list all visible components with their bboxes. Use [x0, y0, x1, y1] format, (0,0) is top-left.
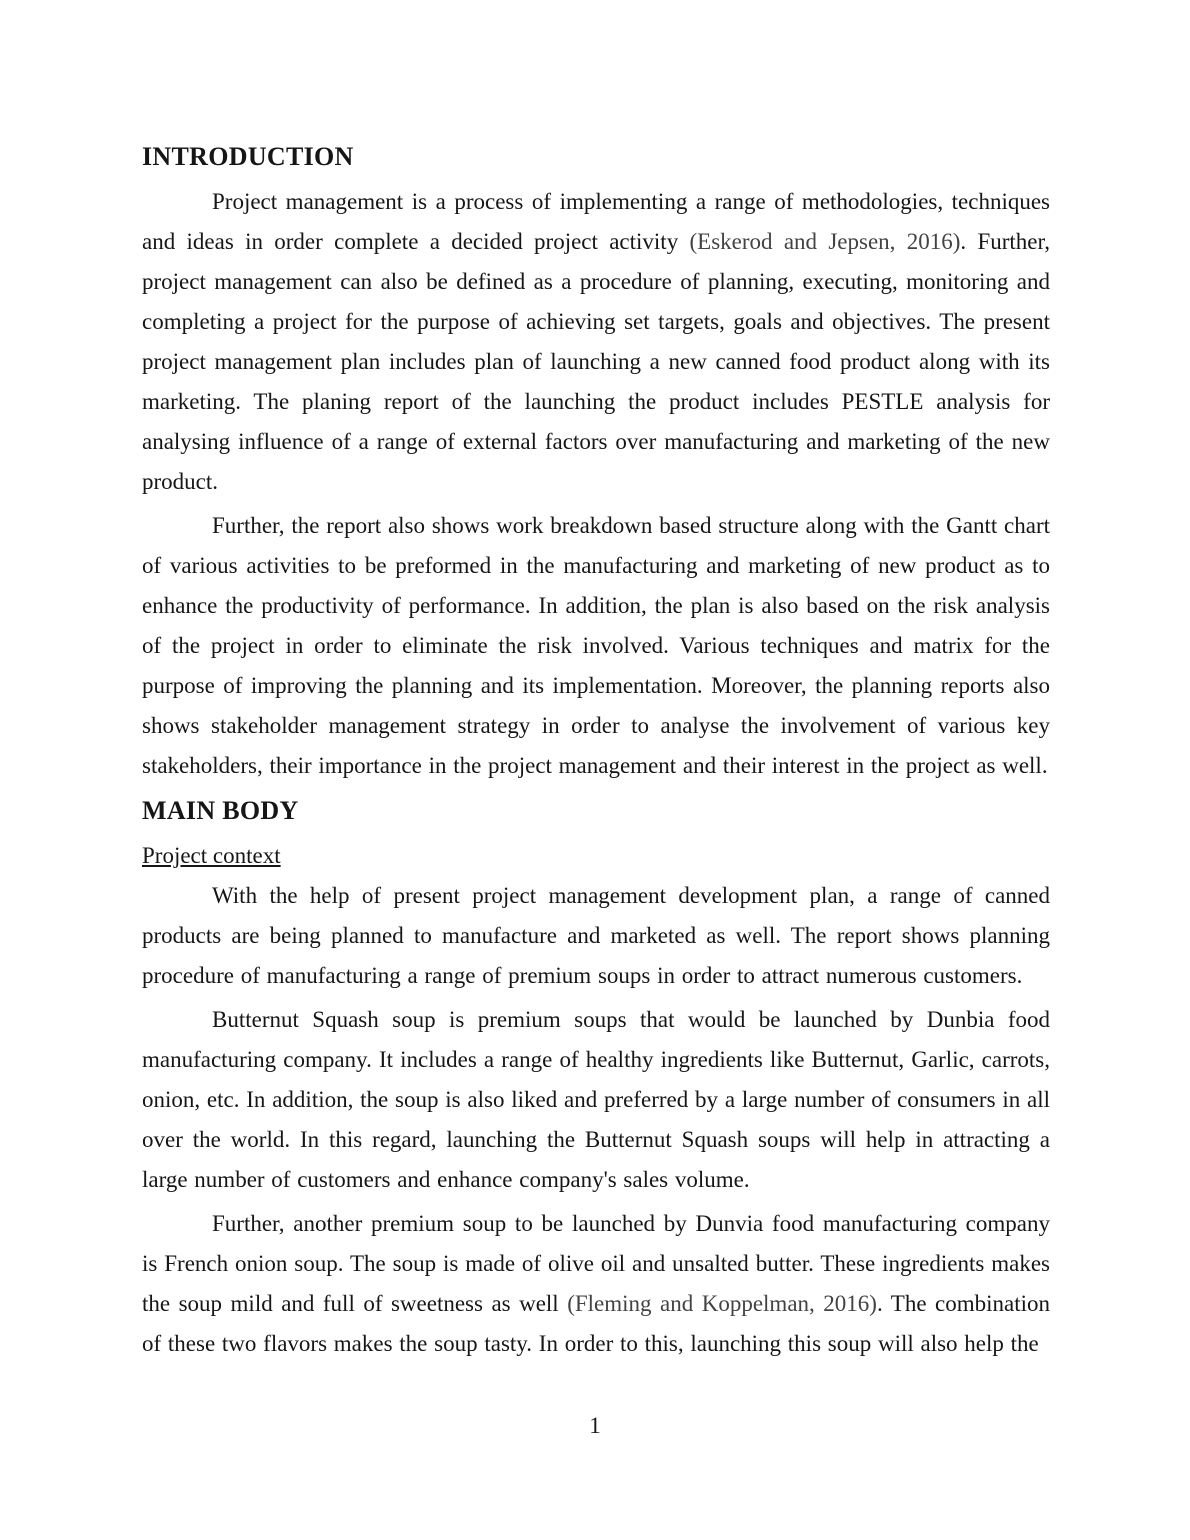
paragraph	[142, 1000, 1050, 1200]
paragraph	[142, 182, 1050, 502]
text-run: . The combination of these two flavors makes the soup tasty. In order to this, launching this soup will also help the	[142, 1291, 1050, 1356]
section-subheading: Project context	[142, 843, 281, 868]
paragraph	[142, 876, 1050, 996]
paragraph	[142, 506, 1050, 786]
text-run: With the help of present project management development plan, a range of canned products are being planned to manufacture and marketed as well. The report shows planning procedure of manufacturing a range of premium soups in order to attract numerous customers.	[142, 883, 1050, 988]
text-run: Butternut Squash soup is premium soups that would be launched by Dunbia food manufacturing company. It includes a range of healthy ingredients like Butternut, Garlic, carrots, onion, etc. In addition, the soup is also liked and preferred by a large number of consumers in all over the world. In this regard, launching the Butternut Squash soups will help in attracting a large number of customers and enhance company's sales volume.	[142, 1007, 1050, 1192]
text-run: Project management is a process of implementing a range of methodologies, techniques and ideas in order complete a decided project activity	[142, 189, 1050, 254]
citation: (Fleming and Koppelman, 2016)	[567, 1291, 877, 1316]
paragraph	[142, 1204, 1050, 1364]
citation: (Eskerod and Jepsen, 2016)	[689, 229, 961, 254]
text-run: Further, the report also shows work breakdown based structure along with the Gantt chart of various activities to be preformed in the manufacturing and marketing of new product as to enhance the productivity of performance. In addition, the plan is also based on the risk analysis of the project in order to eliminate the risk involved. Various techniques and matrix for the purpose of improving the planning and its implementation. Moreover, the planning reports also shows stakeholder management strategy in order to analyse the involvement of various key stakeholders, their importance in the project management and their interest in the project as well.	[142, 513, 1050, 778]
section-heading: INTRODUCTION	[142, 142, 354, 171]
text-run: Further, another premium soup to be launched by Dunvia food manufacturing company is French onion soup. The soup is made of olive oil and unsalted butter. These ingredients makes the soup mild and full of sweetness as well	[142, 1211, 1050, 1316]
section-heading: MAIN BODY	[142, 796, 299, 825]
document-content	[142, 136, 1050, 1368]
page-number: 1	[589, 1413, 601, 1438]
text-run: . Further, project management can also be defined as a procedure of planning, executing, monitoring and completing a project for the purpose of achieving set targets, goals and objectives. The present project management plan includes plan of launching a new canned food product along with its marketing. The planing report of the launching the product includes PESTLE analysis for analysing influence of a range of external factors over manufacturing and marketing of the new product.	[142, 229, 1050, 494]
